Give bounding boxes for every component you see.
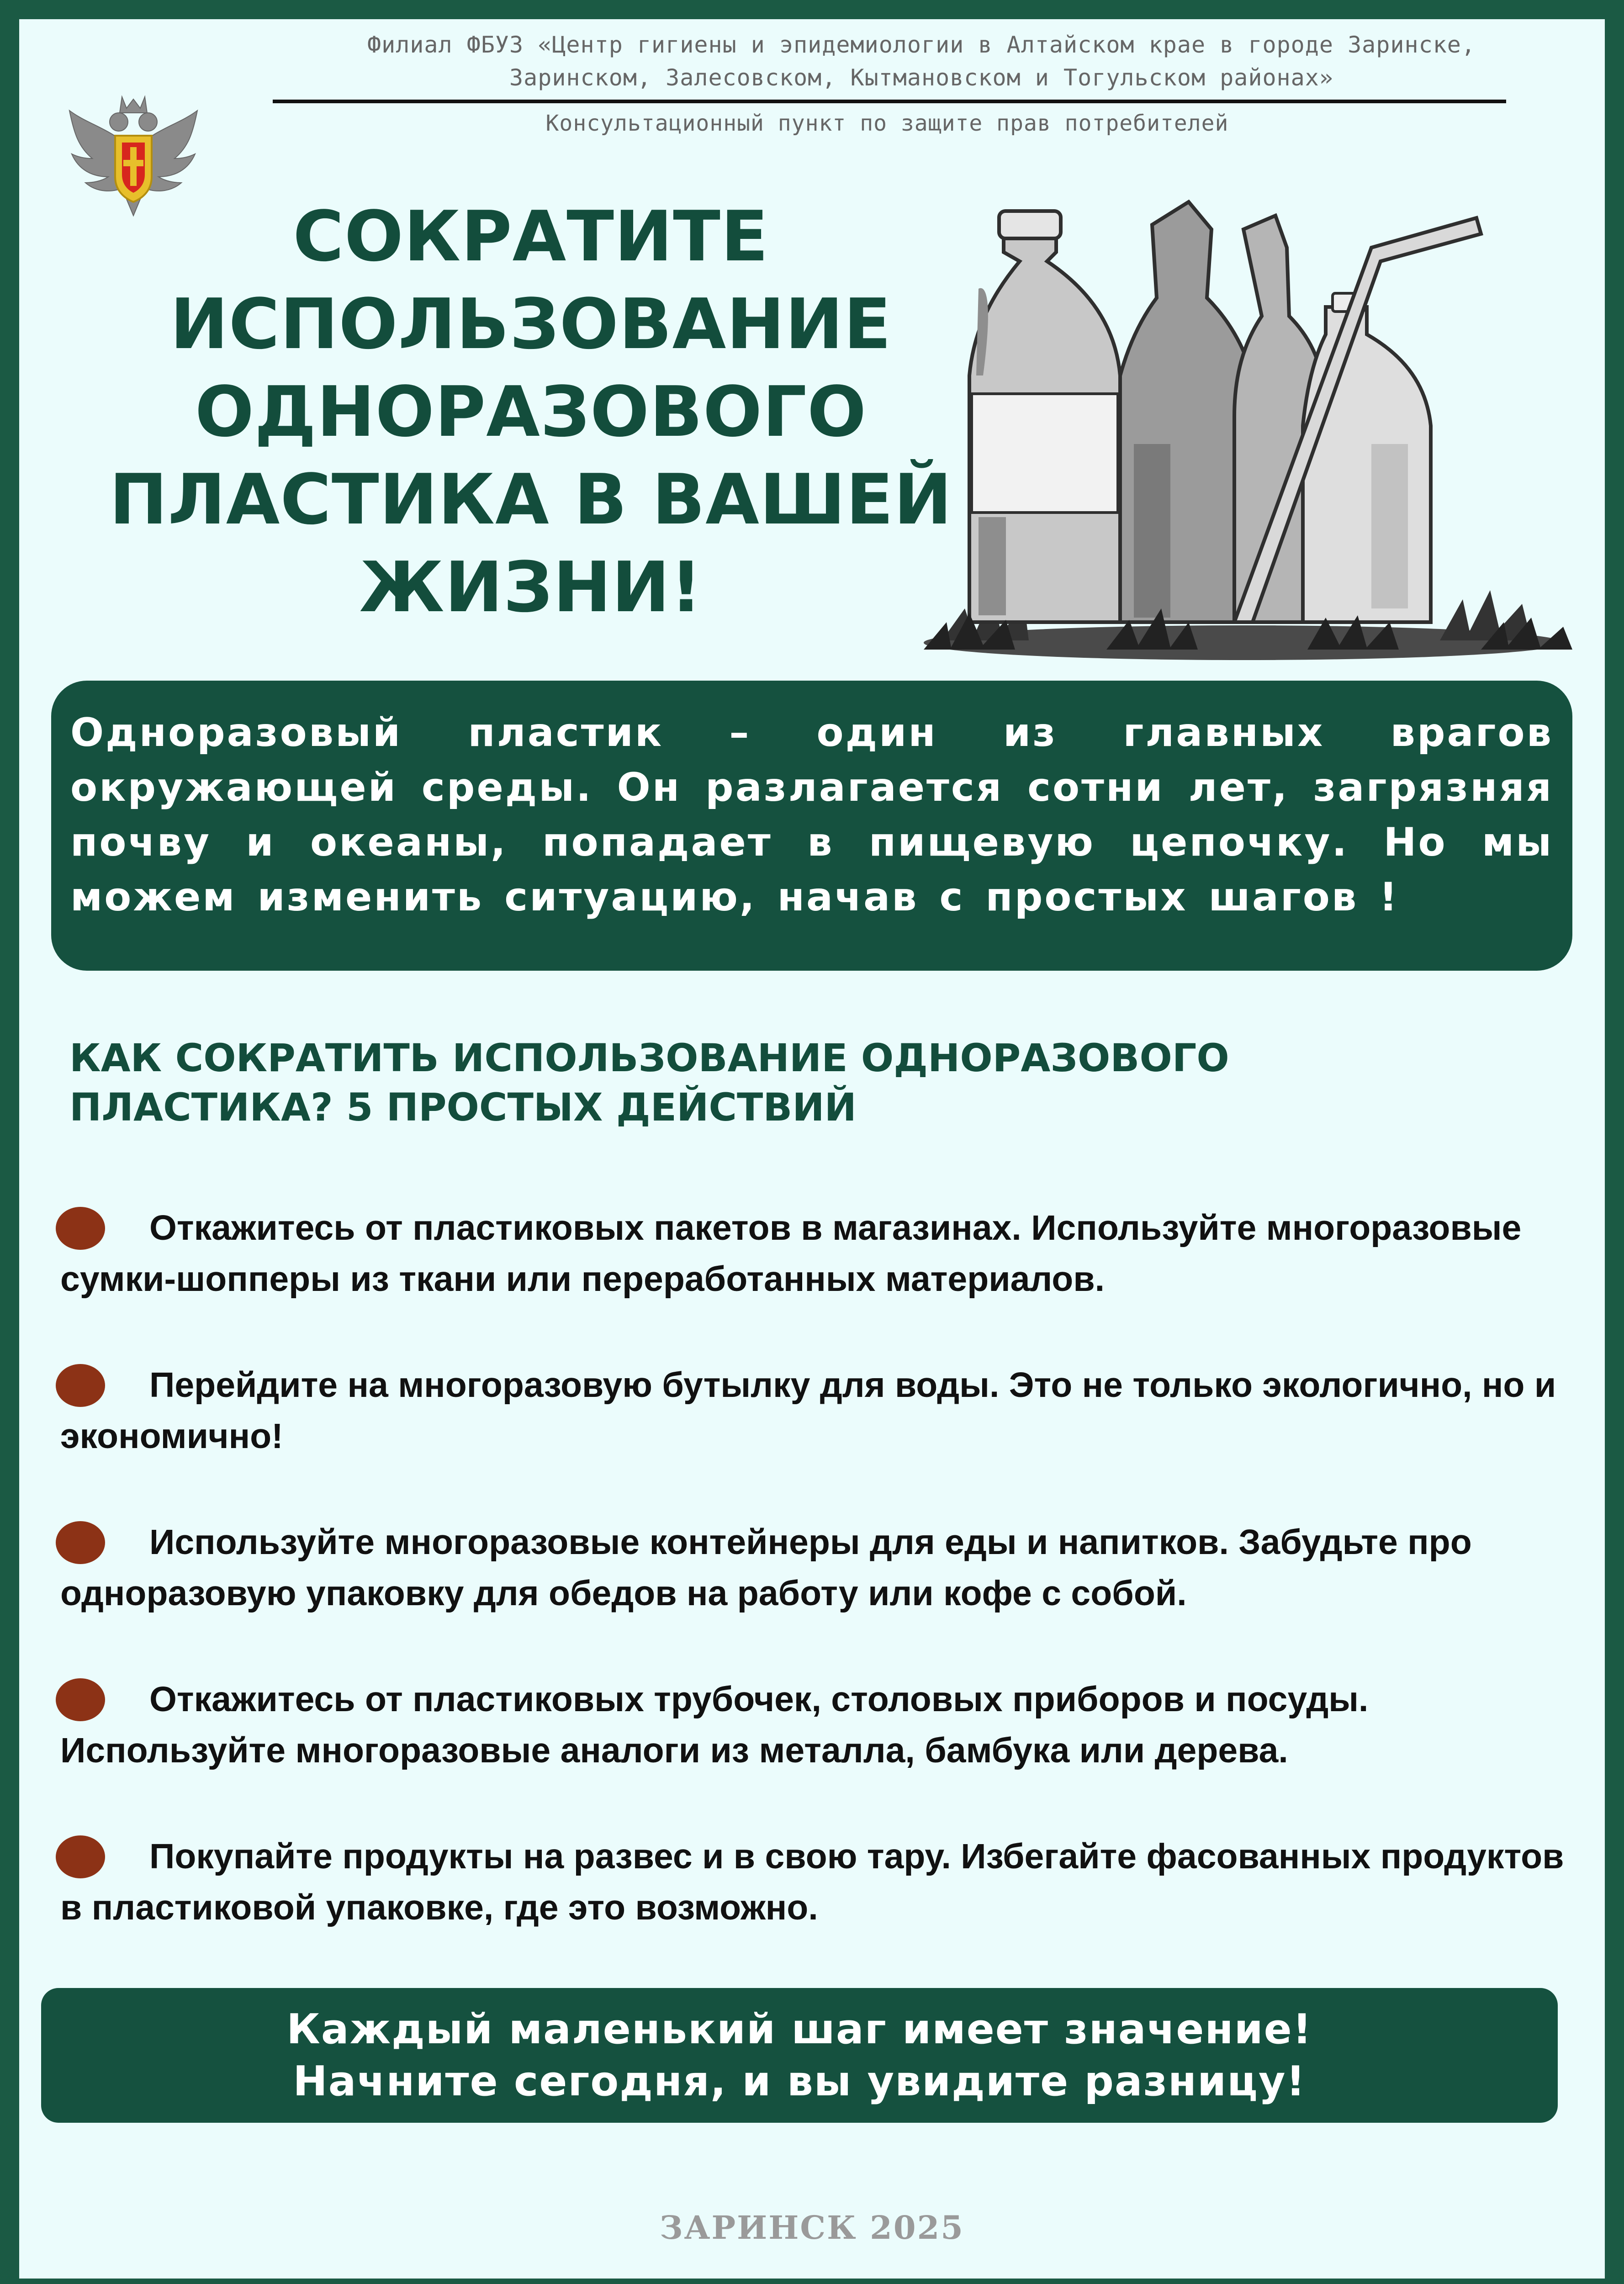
list-item [60,1517,1582,1619]
step-text: Откажитесь от пластиковых трубочек, столовых приборов и посуды. Используйте многоразовые аналоги из металла, бамбука или дерева. [60,1680,1369,1770]
steps-list [60,1202,1582,1988]
circle-bullet-icon [56,1364,105,1407]
closing-line-2: Начните сегодня, и вы увидите разницу! [293,2057,1306,2105]
title-line-4: ПЛАСТИКА В ВАШЕЙ [109,459,952,540]
organization-line-1: Филиал ФБУЗ «Центр гигиены и эпидемиологии в Алтайском крае в городе Заринске, [367,32,1476,58]
plastic-bottles-illustration-icon [915,170,1577,663]
main-title [51,193,1010,631]
organization-header [238,28,1604,94]
closing-line-1: Каждый маленький шаг имеет значение! [286,2005,1312,2053]
circle-bullet-icon [56,1835,105,1878]
footer-city-year: ЗАРИНСК 2025 [660,2209,964,2247]
step-text: Откажитесь от пластиковых пакетов в магазинах. Используйте многоразовые сумки-шопперы из ткани или переработанных материалов. [60,1208,1522,1299]
list-item [60,1674,1582,1776]
list-item [60,1202,1582,1305]
steps-heading-line-1: КАК СОКРАТИТЬ ИСПОЛЬЗОВАНИЕ ОДНОРАЗОВОГО [69,1036,1229,1080]
consultation-point-subtitle: Консультационный пункт по защите прав потребителей [545,111,1229,136]
intro-text: Одноразовый пластик – один из главных врагов окружающей среды. Он разлагается сотни лет, загрязняя почву и океаны, попадает в пищевую цепочку. Но мы можем изменить ситуацию, начав с простых шагов ! [70,710,1553,920]
title-line-5: ЖИЗНИ! [359,547,703,628]
step-text: Используйте многоразовые контейнеры для еды и напитков. Забудьте про одноразовую упаковку для обедов на работу или кофе с собой. [60,1523,1472,1613]
title-line-2: ИСПОЛЬЗОВАНИЕ [170,284,892,365]
circle-bullet-icon [56,1207,105,1250]
circle-bullet-icon [56,1678,105,1721]
closing-box [41,1988,1558,2123]
title-line-1: СОКРАТИТЕ [293,196,769,277]
title-line-3: ОДНОРАЗОВОГО [195,371,867,452]
organization-line-2: Заринском, Залесовском, Кытмановском и Тогульском районах» [509,64,1333,91]
step-text: Перейдите на многоразовую бутылку для воды. Это не только экологично, но и экономично! [60,1365,1556,1456]
step-text: Покупайте продукты на развес и в свою тару. Избегайте фасованных продуктов в пластиковой упаковке, где это возможно. [60,1837,1564,1927]
list-item [60,1359,1582,1462]
steps-heading [69,1033,1440,1132]
header-divider [273,100,1506,103]
poster [19,19,1605,2279]
steps-heading-line-2: ПЛАСТИКА? 5 ПРОСТЫХ ДЕЙСТВИЙ [69,1085,857,1130]
circle-bullet-icon [56,1521,105,1564]
list-item [60,1831,1582,1933]
intro-box [51,681,1572,971]
